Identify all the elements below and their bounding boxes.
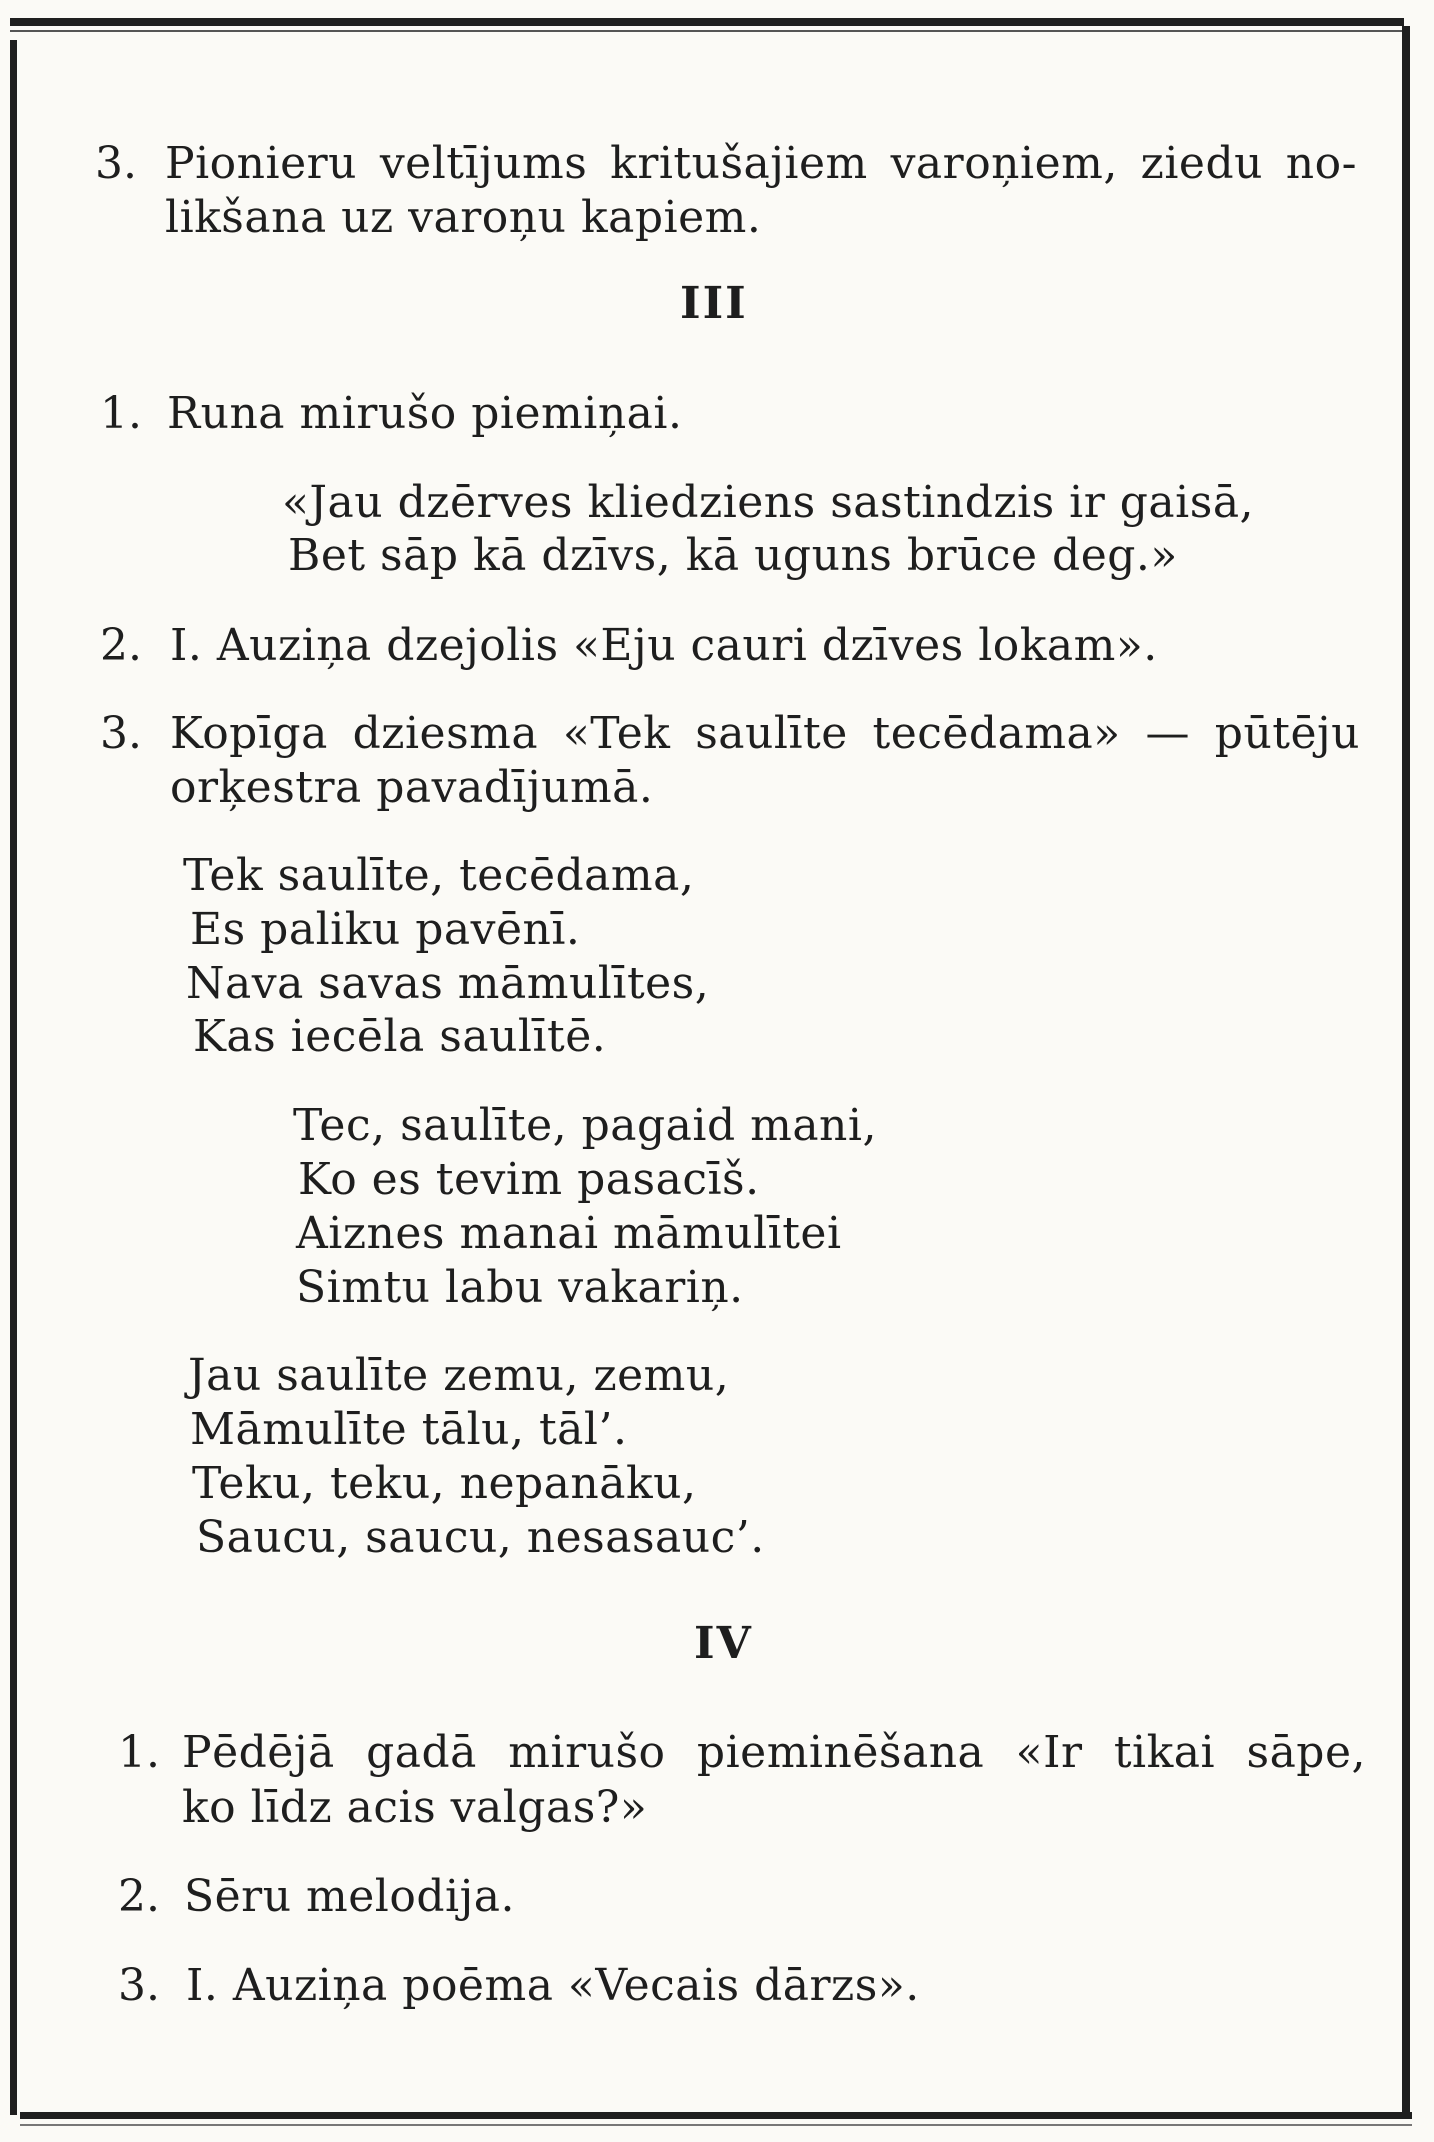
border-right [1402,26,1410,2116]
song-line: Jau saulīte zemu, zemu, [188,1350,730,1401]
song-line: Kas iecēla saulītē. [193,1011,607,1062]
item-number: 1. [118,1727,160,1778]
item-number: 2. [118,1871,160,1922]
item-number: 3. [95,138,137,189]
item-text: Pēdējā gadā mirušo pieminēšana «Ir tikai sāpe, [182,1727,1366,1778]
item-text: Sēru melodija. [184,1871,515,1922]
item-text: Kopīga dziesma «Tek saulīte tecēdama» — pūtēju [170,708,1360,759]
item-text: I. Auziņa poēma «Vecais dārzs». [186,1960,920,2011]
item-number: 3. [100,708,142,759]
item-text: Pionieru veltījums kritušajiem varoņiem, ziedu no- [165,138,1357,189]
section-heading-iii: III [680,278,748,329]
item-number: 1. [100,388,142,439]
song-line: Saucu, saucu, nesasauc’. [196,1512,765,1563]
item-text: Runa mirušo piemiņai. [167,388,683,439]
quote-line: Bet sāp kā dzīvs, kā uguns brūce deg.» [288,530,1178,581]
item-text: I. Auziņa dzejolis «Eju cauri dzīves lokam». [170,620,1158,671]
song-line: Nava savas māmulītes, [186,958,710,1009]
song-line: Māmulīte tālu, tāl’. [190,1404,628,1455]
item-text: ko līdz acis valgas?» [182,1782,648,1833]
song-line: Ko es tevim pasacīš. [298,1154,760,1205]
item-text: orķestra pavadījumā. [170,762,654,813]
border-top-rule [10,30,1404,32]
border-top [10,18,1404,26]
quote-line: «Jau dzērves kliedziens sastindzis ir gaisā, [282,477,1255,528]
item-number: 2. [100,620,142,671]
border-bottom-rule [20,2124,1412,2126]
item-text: likšana uz varoņu kapiem. [165,192,762,243]
border-left [10,40,17,2115]
song-line: Es paliku pavēnī. [190,904,581,955]
song-line: Teku, teku, nepanāku, [192,1458,697,1509]
section-heading-iv: IV [694,1618,753,1669]
song-line: Simtu labu vakariņ. [296,1262,744,1313]
song-line: Aiznes manai māmulītei [296,1208,842,1259]
song-line: Tec, saulīte, pagaid mani, [293,1100,877,1151]
song-line: Tek saulīte, tecēdama, [183,850,695,901]
border-bottom [20,2112,1412,2119]
item-number: 3. [118,1960,160,2011]
